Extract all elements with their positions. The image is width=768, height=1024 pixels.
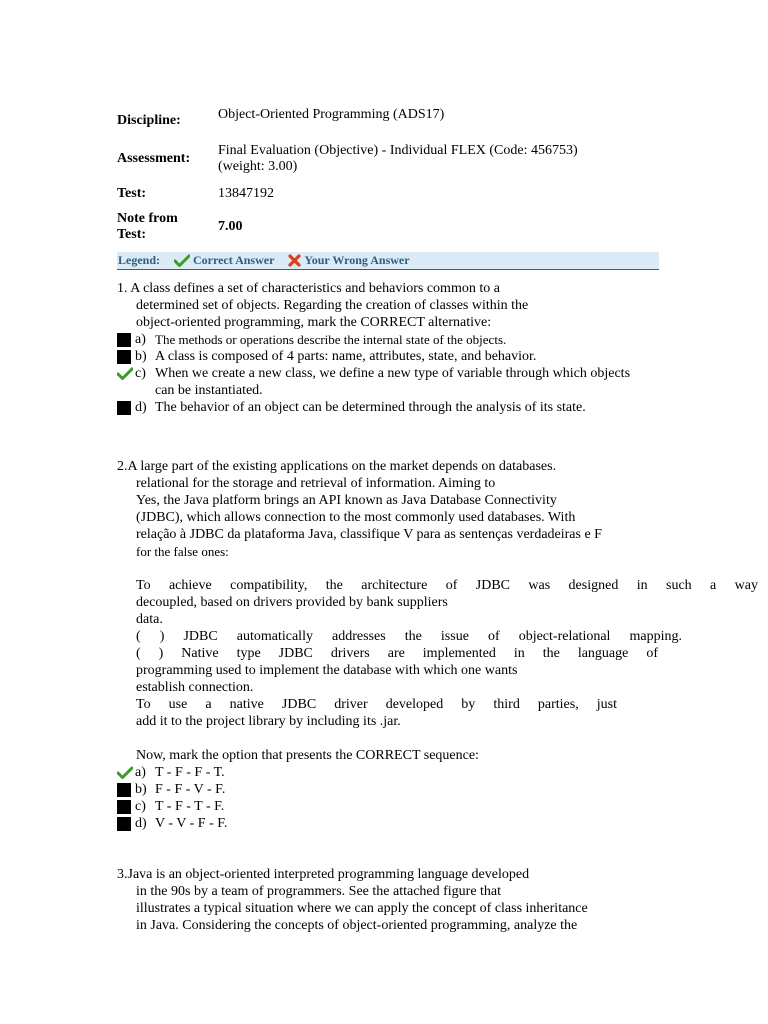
option-letter: c) xyxy=(135,799,146,814)
question-2-text-line: for the false ones: xyxy=(136,544,229,559)
question-2-statement: To achieve compatibility, the architecture of JDBC was designed in such a way xyxy=(136,578,758,593)
legend-wrong xyxy=(288,253,409,268)
note-label xyxy=(117,207,218,247)
assessment-value xyxy=(218,137,659,181)
note-value: 7.00 xyxy=(218,219,243,234)
option-text: When we create a new class, we define a new type of variable through which objects can be instantiated. xyxy=(155,366,631,398)
question-2-statement: programming used to implement the database with which one wants xyxy=(136,663,518,678)
unselected-marker xyxy=(117,798,135,815)
question-3 xyxy=(117,866,759,934)
option-text: The methods or operations describe the internal state of the objects. xyxy=(155,332,507,347)
legend-correct-label: Correct Answer xyxy=(193,253,275,267)
cross-icon xyxy=(288,254,301,267)
question-1-option-a[interactable] xyxy=(117,331,759,348)
question-3-text-line: illustrates a typical situation where we can apply the concept of class inheritance xyxy=(136,901,588,916)
discipline-value: Object-Oriented Programming (ADS17) xyxy=(218,107,445,122)
question-3-text-line: 3.Java is an object-oriented interpreted programming language developed xyxy=(117,867,530,882)
question-2-text-line: (JDBC), which allows connection to the most commonly used databases. With xyxy=(136,510,576,525)
option-letter: d) xyxy=(135,400,147,415)
legend-bar xyxy=(117,252,659,270)
question-2-text-line: relational for the storage and retrieval of information. Aiming to xyxy=(136,476,496,491)
option-letter: b) xyxy=(135,349,147,364)
question-1-option-d[interactable] xyxy=(117,399,759,416)
unselected-marker xyxy=(117,781,135,798)
question-2-statement: decoupled, based on drivers provided by bank suppliers xyxy=(136,595,448,610)
question-2-option-c[interactable] xyxy=(117,798,759,815)
unselected-marker xyxy=(117,815,135,832)
option-text: The behavior of an object can be determined through the analysis of its state. xyxy=(155,400,586,415)
test-value: 13847192 xyxy=(218,186,274,201)
question-1 xyxy=(117,280,759,416)
question-1-option-b[interactable] xyxy=(117,348,759,365)
question-1-option-c[interactable] xyxy=(117,365,759,399)
question-3-text-line: in Java. Considering the concepts of object-oriented programming, analyze the xyxy=(136,918,578,933)
test-label: Test: xyxy=(117,186,147,201)
question-2-prompt: Now, mark the option that presents the CORRECT sequence: xyxy=(136,748,479,763)
question-3-text-line: in the 90s by a team of programmers. See the attached figure that xyxy=(136,884,502,899)
question-1-text-line: determined set of objects. Regarding the creation of classes within the xyxy=(136,298,529,313)
question-2-option-d[interactable] xyxy=(117,815,759,832)
option-text: A class is composed of 4 parts: name, attributes, state, and behavior. xyxy=(155,349,537,364)
question-2-statement: establish connection. xyxy=(136,680,254,695)
note-label-line-2: Test: xyxy=(117,227,147,242)
question-2-statement: ( ) Native type JDBC drivers are implemented in the language of xyxy=(136,646,658,661)
question-2-option-b[interactable] xyxy=(117,781,759,798)
legend-correct xyxy=(174,253,274,268)
check-icon xyxy=(117,764,135,781)
question-1-text-line: 1. A class defines a set of characteristics and behaviors common to a xyxy=(117,281,500,296)
legend-wrong-label: Your Wrong Answer xyxy=(304,253,410,267)
question-2-statement: add it to the project library by including its .jar. xyxy=(136,714,401,729)
question-2-statement: To use a native JDBC driver developed by third parties, just xyxy=(136,697,617,712)
question-1-text-line: object-oriented programming, mark the CORRECT alternative: xyxy=(136,315,492,330)
option-text: F - F - V - F. xyxy=(155,782,226,797)
question-2 xyxy=(117,458,759,832)
question-2-statement: ( ) JDBC automatically addresses the issue of object-relational mapping. xyxy=(136,629,682,644)
check-icon xyxy=(174,254,190,267)
question-2-text-line: relação à JDBC da plataforma Java, classifique V para as sentenças verdadeiras e F xyxy=(136,527,602,542)
option-text: T - F - T - F. xyxy=(155,799,225,814)
assessment-value-line-1: Final Evaluation (Objective) - Individual FLEX (Code: 456753) xyxy=(218,143,578,158)
check-icon xyxy=(117,365,135,382)
discipline-label: Discipline: xyxy=(117,112,181,128)
option-text: T - F - F - T. xyxy=(155,765,225,780)
evaluation-info-table xyxy=(117,104,659,247)
option-letter: a) xyxy=(135,765,146,780)
unselected-marker xyxy=(117,399,135,416)
note-label-line-1: Note from xyxy=(117,211,178,226)
option-letter: b) xyxy=(135,782,147,797)
option-letter: c) xyxy=(135,366,146,381)
legend-label: Legend: xyxy=(118,253,160,267)
question-2-statement: data. xyxy=(136,612,163,627)
evaluation-document xyxy=(117,104,759,934)
question-2-text-line: Yes, the Java platform brings an API known as Java Database Connectivity xyxy=(136,493,557,508)
assessment-value-line-2: (weight: 3.00) xyxy=(218,159,298,174)
unselected-marker xyxy=(117,348,135,365)
question-2-option-a[interactable] xyxy=(117,764,759,781)
unselected-marker xyxy=(117,331,135,348)
question-2-text-line: 2.A large part of the existing applications on the market depends on databases. xyxy=(117,459,557,474)
option-text: V - V - F - F. xyxy=(155,816,228,831)
assessment-label: Assessment: xyxy=(117,151,191,166)
option-letter: d) xyxy=(135,816,147,831)
option-letter: a) xyxy=(135,332,146,347)
